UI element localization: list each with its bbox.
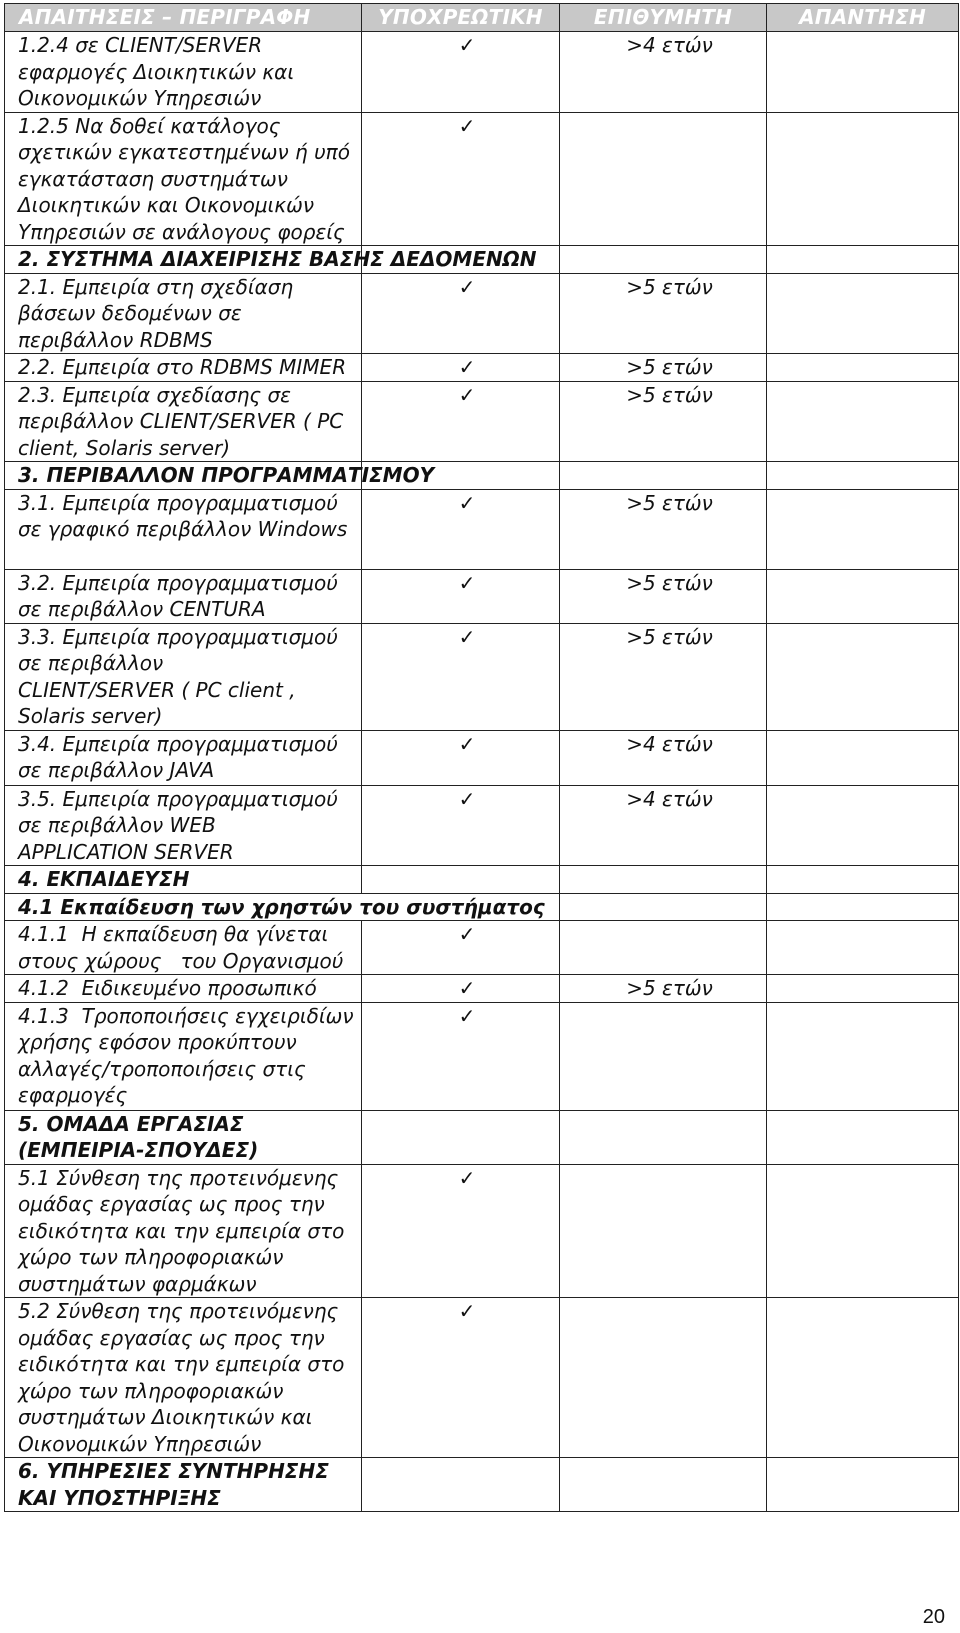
- header-answer: ΑΠΑΝΤΗΣΗ: [767, 4, 959, 32]
- mandatory-cell: [362, 1458, 560, 1512]
- desired-cell: >5 ετών: [560, 975, 767, 1003]
- desired-cell: [560, 1458, 767, 1512]
- requirement-text: 1.2.4 σε CLIENT/SERVER εφαρμογές Διοικητικών και Οικονομικών Υπηρεσιών: [5, 32, 362, 113]
- requirement-text: 3.5. Εμπειρία προγραμματισμού σε περιβάλλον WEB APPLICATION SERVER: [5, 785, 362, 866]
- answer-cell[interactable]: [767, 1002, 959, 1110]
- mandatory-check-icon: ✓: [362, 112, 560, 246]
- mandatory-check-icon: ✓: [362, 32, 560, 113]
- requirement-text: 2.1. Εμπειρία στη σχεδίαση βάσεων δεδομένων σε περιβάλλον RDBMS: [5, 273, 362, 354]
- table-row: [5, 569, 959, 623]
- requirements-table: [4, 3, 959, 1512]
- desired-cell: >5 ετών: [560, 273, 767, 354]
- desired-cell: >5 ετών: [560, 354, 767, 382]
- requirement-text: 2.2. Εμπειρία στο RDBMS MIMER: [5, 354, 362, 382]
- mandatory-cell: [362, 866, 560, 894]
- table-row: [5, 1164, 959, 1298]
- requirement-text: 5. ΟΜΑΔΑ ΕΡΓΑΣΙΑΣ (ΕΜΠΕΙΡΙΑ-ΣΠΟΥΔΕΣ): [5, 1110, 362, 1164]
- desired-cell: >4 ετών: [560, 730, 767, 785]
- mandatory-check-icon: ✓: [362, 1298, 560, 1458]
- mandatory-check-icon: ✓: [362, 730, 560, 785]
- requirement-text: 2. ΣΥΣΤΗΜΑ ΔΙΑΧΕΙΡΙΣΗΣ ΒΑΣΗΣ ΔΕΔΟΜΕΝΩΝ: [5, 246, 362, 274]
- table-row: [5, 866, 959, 894]
- requirement-text: 5.1 Σύνθεση της προτεινόμενης ομάδας εργασίας ως προς την ειδικότητα και την εμπειρία στο χώρο των πληροφοριακών συστημάτων φαρμάκων: [5, 1164, 362, 1298]
- answer-cell: [767, 246, 959, 274]
- answer-cell[interactable]: [767, 32, 959, 113]
- table-row: [5, 975, 959, 1003]
- answer-cell[interactable]: [767, 1164, 959, 1298]
- requirement-text: 4.1.2 Ειδικευμένο προσωπικό: [5, 975, 362, 1003]
- table-row: [5, 273, 959, 354]
- requirement-text: 6. ΥΠΗΡΕΣΙΕΣ ΣΥΝΤΗΡΗΣΗΣ ΚΑΙ ΥΠΟΣΤΗΡΙΞΗΣ: [5, 1458, 362, 1512]
- desired-cell: >5 ετών: [560, 489, 767, 569]
- mandatory-check-icon: ✓: [362, 489, 560, 569]
- header-mandatory: ΥΠΟΧΡΕΩΤΙΚΗ: [362, 4, 560, 32]
- requirement-text: 3.2. Εμπειρία προγραμματισμού σε περιβάλλον CENTURA: [5, 569, 362, 623]
- desired-cell: >5 ετών: [560, 623, 767, 730]
- table-row: [5, 623, 959, 730]
- table-row: [5, 1458, 959, 1512]
- answer-cell[interactable]: [767, 381, 959, 462]
- table-row: [5, 381, 959, 462]
- answer-cell[interactable]: [767, 730, 959, 785]
- desired-cell: [560, 246, 767, 274]
- table-row: [5, 893, 959, 921]
- answer-cell[interactable]: [767, 623, 959, 730]
- desired-cell: [560, 893, 767, 921]
- answer-cell[interactable]: [767, 112, 959, 246]
- answer-cell[interactable]: [767, 354, 959, 382]
- mandatory-check-icon: ✓: [362, 1164, 560, 1298]
- table-row: [5, 354, 959, 382]
- table-row: [5, 1298, 959, 1458]
- requirement-text: 3.1. Εμπειρία προγραμματισμού σε γραφικό περιβάλλον Windows: [5, 489, 362, 569]
- mandatory-check-icon: ✓: [362, 569, 560, 623]
- mandatory-check-icon: ✓: [362, 921, 560, 975]
- mandatory-check-icon: ✓: [362, 381, 560, 462]
- answer-cell[interactable]: [767, 1298, 959, 1458]
- table-row: [5, 112, 959, 246]
- table-row: [5, 921, 959, 975]
- mandatory-check-icon: ✓: [362, 1002, 560, 1110]
- mandatory-cell: [362, 1110, 560, 1164]
- table-body: [5, 32, 959, 1512]
- answer-cell: [767, 462, 959, 490]
- answer-cell: [767, 1110, 959, 1164]
- answer-cell: [767, 1458, 959, 1512]
- answer-cell[interactable]: [767, 921, 959, 975]
- answer-cell[interactable]: [767, 975, 959, 1003]
- requirement-text: 4.1.1 Η εκπαίδευση θα γίνεται στους χώρους του Οργανισμού: [5, 921, 362, 975]
- requirement-text: 2.3. Εμπειρία σχεδίασης σε περιβάλλον CLIENT/SERVER ( PC client, Solaris server): [5, 381, 362, 462]
- desired-cell: [560, 866, 767, 894]
- desired-cell: >4 ετών: [560, 785, 767, 866]
- table-row: [5, 246, 959, 274]
- table-row: [5, 1110, 959, 1164]
- mandatory-check-icon: ✓: [362, 785, 560, 866]
- desired-cell: [560, 1002, 767, 1110]
- answer-cell: [767, 893, 959, 921]
- desired-cell: [560, 1164, 767, 1298]
- requirement-text: 3.4. Εμπειρία προγραμματισμού σε περιβάλλον JAVA: [5, 730, 362, 785]
- table-header-row: [5, 4, 959, 32]
- requirement-text: 4.1.3 Τροποποιήσεις εγχειριδίων χρήσης εφόσον προκύπτουν αλλαγές/τροποποιήσεις στις εφαρμογές: [5, 1002, 362, 1110]
- desired-cell: [560, 1110, 767, 1164]
- desired-cell: >5 ετών: [560, 569, 767, 623]
- page-number: 20: [922, 1606, 945, 1628]
- desired-cell: [560, 462, 767, 490]
- desired-cell: >5 ετών: [560, 381, 767, 462]
- mandatory-check-icon: ✓: [362, 354, 560, 382]
- header-requirements-description: ΑΠΑΙΤΗΣΕΙΣ – ΠΕΡΙΓΡΑΦΗ: [5, 4, 362, 32]
- desired-cell: [560, 1298, 767, 1458]
- requirement-text: 4.1 Εκπαίδευση των χρηστών του συστήματος: [5, 893, 560, 921]
- table-row: [5, 462, 959, 490]
- answer-cell[interactable]: [767, 273, 959, 354]
- table-row: [5, 785, 959, 866]
- table-row: [5, 730, 959, 785]
- requirement-text: 3.3. Εμπειρία προγραμματισμού σε περιβάλλον CLIENT/SERVER ( PC client , Solaris server): [5, 623, 362, 730]
- answer-cell[interactable]: [767, 569, 959, 623]
- requirement-text: 4. ΕΚΠΑΙΔΕΥΣΗ: [5, 866, 362, 894]
- table-row: [5, 489, 959, 569]
- mandatory-check-icon: ✓: [362, 623, 560, 730]
- table-row: [5, 1002, 959, 1110]
- table-row: [5, 32, 959, 113]
- requirement-text: 5.2 Σύνθεση της προτεινόμενης ομάδας εργασίας ως προς την ειδικότητα και την εμπειρία στο χώρο των πληροφοριακών συστημάτων Διοικητικών και Οικονομικών Υπηρεσιών: [5, 1298, 362, 1458]
- answer-cell[interactable]: [767, 489, 959, 569]
- desired-cell: >4 ετών: [560, 32, 767, 113]
- requirement-text: 1.2.5 Να δοθεί κατάλογος σχετικών εγκατεστημένων ή υπό εγκατάσταση συστημάτων Διοικητικών και Οικονομικών Υπηρεσιών σε ανάλογους φορείς: [5, 112, 362, 246]
- mandatory-check-icon: ✓: [362, 273, 560, 354]
- answer-cell[interactable]: [767, 785, 959, 866]
- desired-cell: [560, 921, 767, 975]
- requirement-text: 3. ΠΕΡΙΒΑΛΛΟΝ ΠΡΟΓΡΑΜΜΑΤΙΣΜΟΥ: [5, 462, 362, 490]
- answer-cell: [767, 866, 959, 894]
- mandatory-check-icon: ✓: [362, 975, 560, 1003]
- header-desired: ΕΠΙΘΥΜΗΤΗ: [560, 4, 767, 32]
- desired-cell: [560, 112, 767, 246]
